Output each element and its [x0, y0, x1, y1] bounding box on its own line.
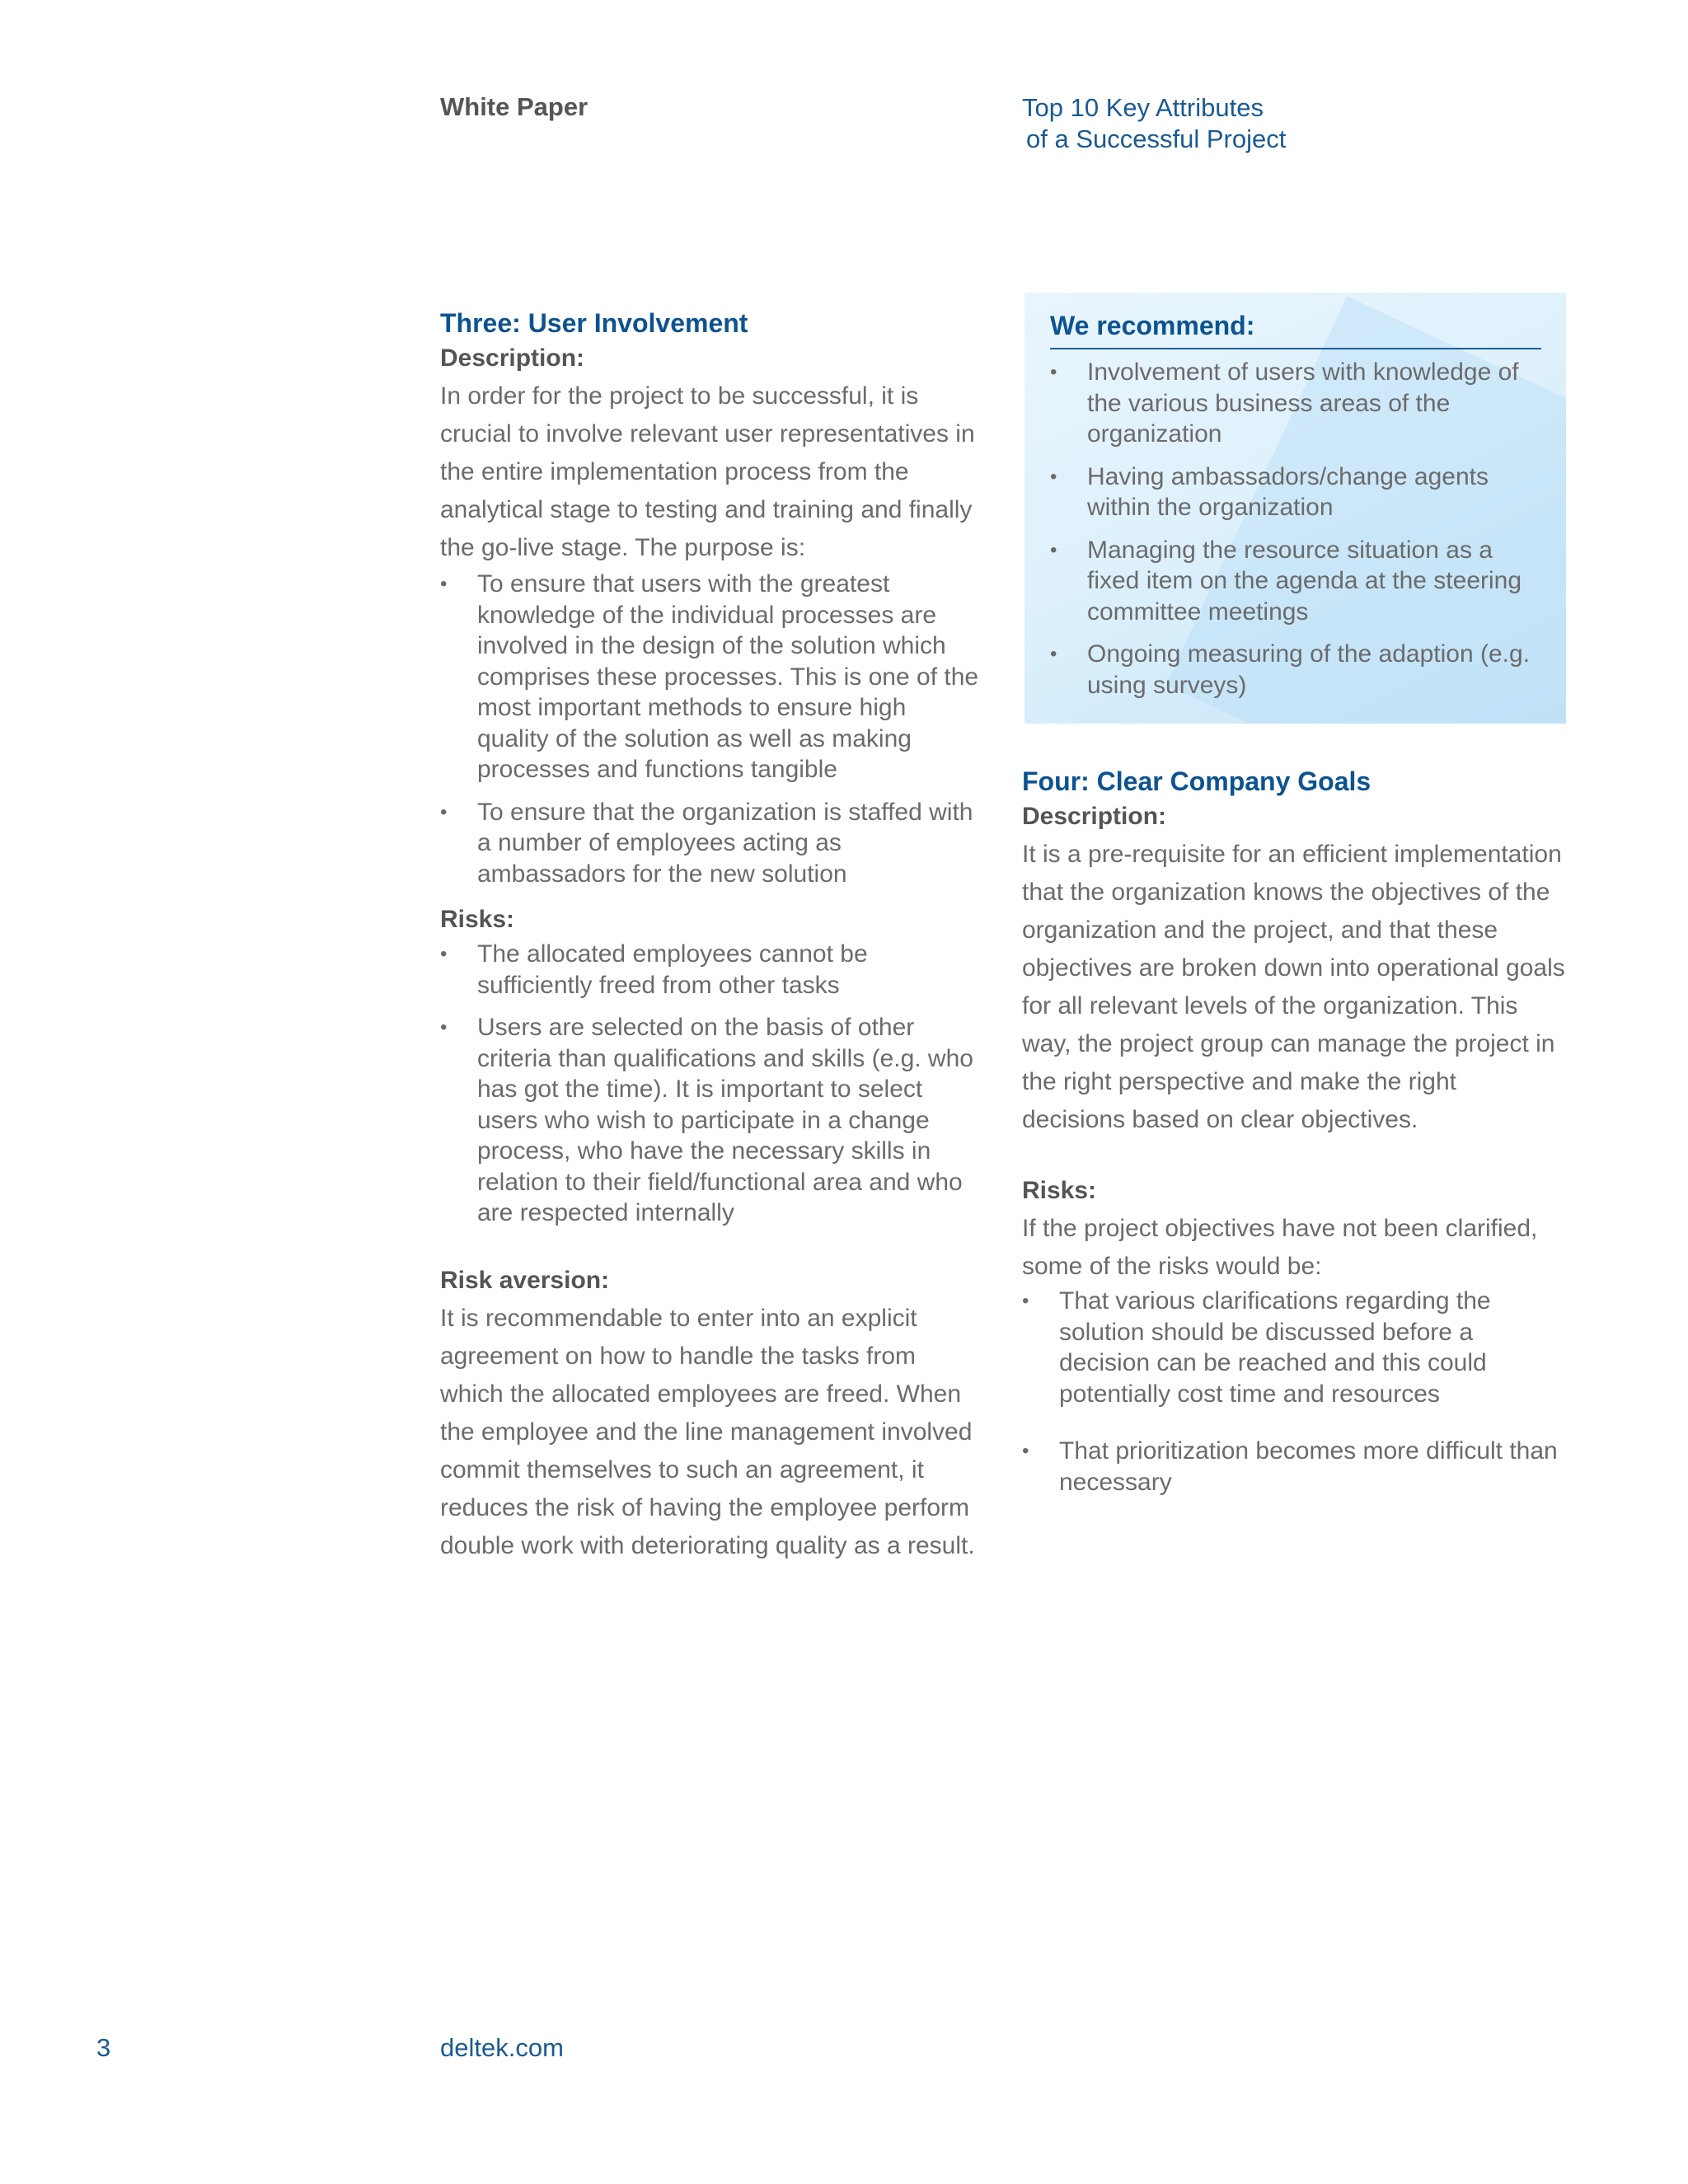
risks-list: [1022, 1286, 1566, 1497]
risk-aversion-text: It is recommendable to enter into an explicit agreement on how to handle the tasks from which the allocated employees are freed. When the employee and the line management involved commit themselves to such an agreement, it reduces the risk of having the employee perform double work with deteriorating quality as a result.: [440, 1304, 975, 1559]
list-item: • That various clarifications regarding the solution should be discussed before a decision can be reached and this could potentially cost time and resources: [1022, 1286, 1566, 1409]
recommendation-title: We recommend:: [1050, 311, 1541, 349]
risks-list: [440, 939, 984, 1229]
section-clear-company-goals: [1022, 765, 1566, 1509]
list-item: • Ongoing measuring of the adaption (e.g. using surveys): [1050, 639, 1541, 701]
list-item: • Having ambassadors/change agents within the organization: [1050, 462, 1541, 523]
list-item: • To ensure that the organization is staffed with a number of employees acting as ambassadors for the new solution: [440, 797, 984, 890]
risks-label: Risks:: [1022, 1177, 1097, 1204]
risks-intro-text: If the project objectives have not been clarified, some of the risks would be:: [1022, 1215, 1538, 1280]
section-title: Four: Clear Company Goals: [1022, 766, 1372, 796]
section-title: Three: User Involvement: [440, 308, 748, 338]
recommendation-list: [1050, 357, 1541, 712]
risk-aversion-label: Risk aversion:: [440, 1266, 610, 1294]
description-label: Description:: [440, 344, 585, 372]
list-item: • That prioritization becomes more difficult than necessary: [1022, 1436, 1566, 1497]
list-item: • The allocated employees cannot be sufficiently freed from other tasks: [440, 939, 984, 1001]
list-item: • Managing the resource situation as a fixed item on the agenda at the steering committee meetings: [1050, 535, 1541, 628]
description-text: It is a pre-requisite for an efficient implementation that the organization knows the objectives of the organization and the project, and that these objectives are broken down into operational goals for all relevant levels of the organization. This way, the project group can manage the project in the right perspective and make the right decisions based on clear objectives.: [1022, 841, 1565, 1133]
description-label: Description:: [1022, 803, 1167, 830]
section-user-involvement: [440, 307, 984, 1565]
description-text: In order for the project to be successful, it is crucial to involve relevant user representatives in the entire implementation process from the analytical stage to testing and training and finally the go-live stage. The purpose is:: [440, 382, 975, 561]
document-title-line-2: of a Successful Project: [1026, 124, 1287, 153]
list-item: • Involvement of users with knowledge of the various business areas of the organization: [1050, 357, 1541, 450]
risks-label: Risks:: [440, 906, 515, 933]
recommendation-box: [1025, 293, 1566, 724]
document-type-label: White Paper: [440, 92, 588, 121]
page-number: 3: [96, 2033, 111, 2062]
list-item: • To ensure that users with the greatest knowledge of the individual processes are involved in the design of the solution which comprises these processes. This is one of the most important methods to ensure high quality of the solution as well as making processes and functions tangible: [440, 569, 984, 785]
website-link[interactable]: deltek.com: [440, 2033, 564, 2062]
list-item: • Users are selected on the basis of other criteria than qualifications and skills (e.g. who has got the time). It is important to select users who wish to participate in a change process, who have the necessary skills in relation to their field/functional area and who are respected internally: [440, 1012, 984, 1229]
purpose-list: [440, 569, 984, 889]
document-title-line-1: Top 10 Key Attributes: [1022, 93, 1264, 122]
document-title: [1022, 92, 1286, 155]
